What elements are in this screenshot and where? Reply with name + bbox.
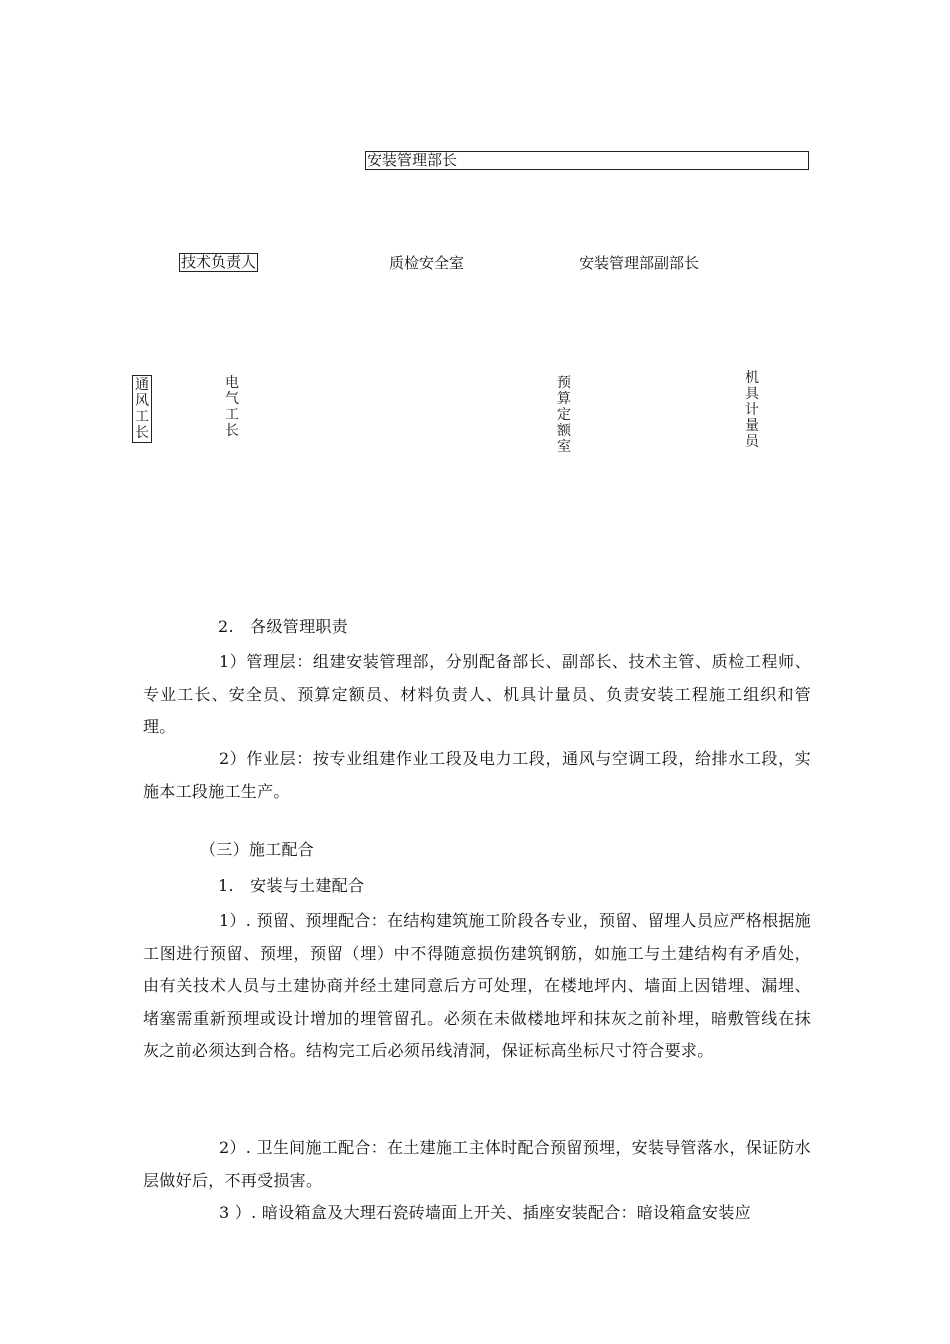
paragraph-operation-layer: 2）作业层：按专业组建作业工段及电力工段，通风与空调工段，给排水工段，实施本工段施工生产。 xyxy=(143,749,811,801)
org-top-manager: 安装管理部长 xyxy=(365,151,809,170)
section-2-heading: 2. 各级管理职责 xyxy=(218,617,348,636)
subsection-1-heading: 1. 安装与土建配合 xyxy=(218,876,365,895)
org-electrical-foreman: 电 气 工 长 xyxy=(225,375,239,439)
org-deputy-manager: 安装管理部副部长 xyxy=(579,254,700,272)
paragraph-management-layer: 1）管理层：组建安装管理部，分别配备部长、副部长、技术主管、质检工程师、专业工长、安全员、预算定额员、材料负责人、机具计量员、负责安装工程施工组织和管理。 xyxy=(143,652,811,736)
org-equipment-metering: 机 具 计 量 员 xyxy=(745,370,759,450)
paragraph-reserved-embedded: 1）. 预留、预埋配合：在结构建筑施工阶段各专业，预留、留埋人员应严格根据施工图进行预留、预埋，预留（埋）中不得随意损伤建筑钢筋，如施工与土建结构有矛盾处，由有关技术人员与土建协商并经土建同意后方可处理，在楼地坪内、墙面上因错埋、漏埋、堵塞需重新预埋或设计增加的埋管留孔。必须在未做楼地坪和抹灰之前补埋，暗敷管线在抹灰之前必须达到合格。结构完工后必须吊线清洞，保证标高坐标尺寸符合要求。 xyxy=(143,911,811,1060)
section-3-heading: （三）施工配合 xyxy=(200,840,315,859)
org-ventilation-foreman: 通 风 工 长 xyxy=(132,375,152,443)
org-budget-office: 预 算 定 额 室 xyxy=(557,375,571,455)
org-quality-safety: 质检安全室 xyxy=(389,254,465,272)
org-tech-lead: 技术负责人 xyxy=(181,253,257,271)
paragraph-bathroom: 2）. 卫生间施工配合：在土建施工主体时配合预留预埋，安装导管落水，保证防水层做好后，不再受损害。 xyxy=(143,1138,811,1190)
paragraph-concealed-boxes: 3 ）. 暗设箱盒及大理石瓷砖墙面上开关、插座安装配合：暗设箱盒安装应 xyxy=(219,1203,751,1222)
